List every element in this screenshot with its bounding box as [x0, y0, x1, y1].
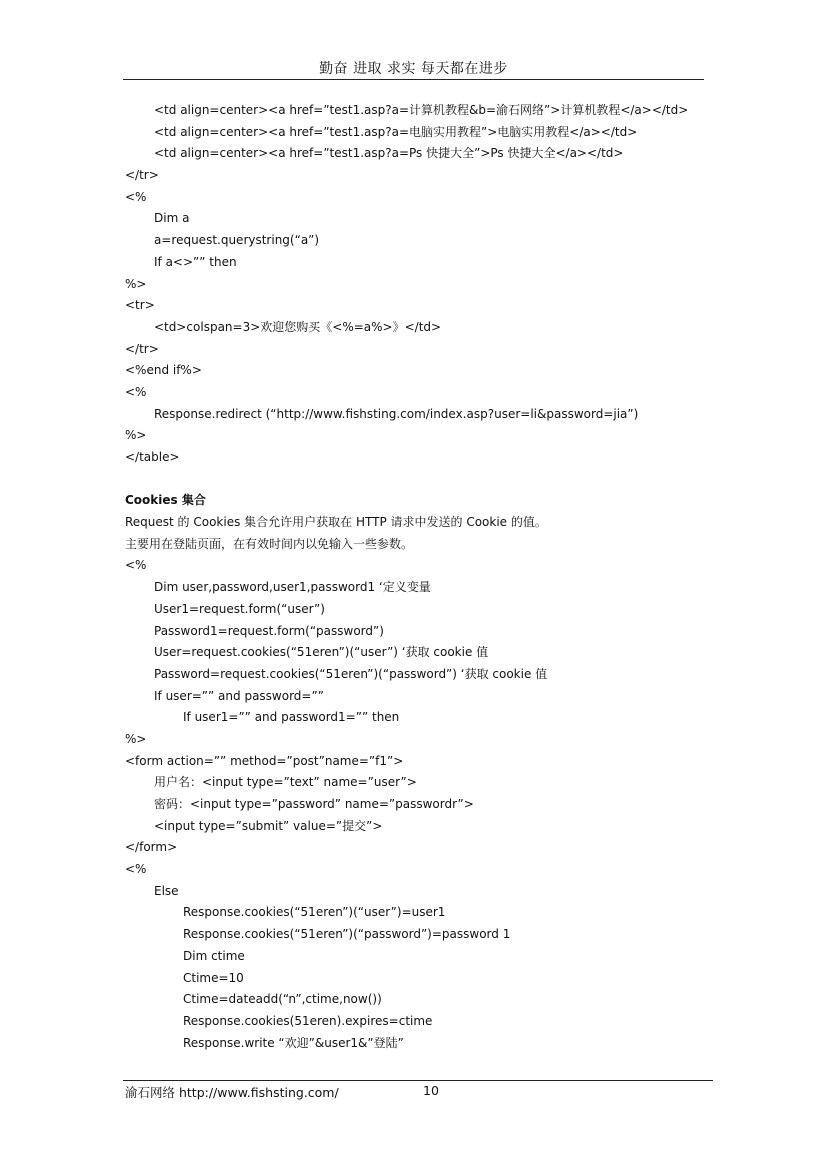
- code-line: <%: [125, 384, 147, 399]
- code-line: Response.write “欢迎”&user1&”登陆”: [183, 1035, 404, 1050]
- code-line: </table>: [125, 450, 180, 464]
- section-description-2: 主要用在登陆页面，在有效时间内以免输入一些参数。: [125, 536, 414, 551]
- code-line: %>: [125, 731, 147, 746]
- code-line: </tr>: [125, 341, 159, 356]
- code-line: Password1=request.form(“password”): [154, 623, 384, 638]
- code-block-1: [125, 100, 725, 469]
- code-line: <td>colspan=3>欢迎您购买《<%=a%>》</td>: [154, 319, 442, 334]
- code-block-2: [125, 555, 725, 1054]
- code-line: <%: [125, 862, 147, 877]
- code-line: <input type=”submit” value=”提交”>: [154, 818, 383, 833]
- code-line: If user=”” and password=””: [154, 688, 324, 703]
- code-line: <form action=”” method=”post”name=”f1”>: [125, 753, 404, 768]
- code-line: Ctime=10: [183, 970, 244, 985]
- spacer: [125, 469, 725, 491]
- code-line: 用户名：<input type=”text” name=”user”>: [154, 775, 417, 790]
- page-content: [125, 100, 725, 1054]
- code-line: Ctime=dateadd(“n”,ctime,now()): [183, 992, 382, 1007]
- code-line: Password=request.cookies(“51eren”)(“password”) ‘获取 cookie 值: [154, 666, 548, 681]
- section-description-1: Request 的 Cookies 集合允许用户获取在 HTTP 请求中发送的 Cookie 的值。: [125, 515, 547, 530]
- page-header: 勤奋 进取 求实 每天都在进步: [319, 61, 508, 77]
- code-line: User1=request.form(“user”): [154, 601, 325, 616]
- page-number: 10: [423, 1083, 439, 1098]
- code-line: <td align=center><a href=”test1.asp?a=计算机教程&b=渝石网络”>计算机教程</a></td>: [154, 103, 689, 117]
- code-line: 密码：<input type=”password” name=”passwordr”>: [154, 797, 474, 811]
- code-line: <%end if%>: [125, 363, 202, 378]
- code-line: <%: [125, 558, 147, 573]
- code-line: Dim a: [154, 211, 190, 226]
- code-line: <td align=center><a href=”test1.asp?a=电脑实用教程”>电脑实用教程</a></td>: [154, 124, 638, 139]
- code-line: </tr>: [125, 168, 159, 183]
- code-line: <tr>: [125, 298, 155, 313]
- code-line: <%: [125, 189, 147, 204]
- footer-divider: [123, 1080, 713, 1081]
- code-line: Else: [154, 883, 179, 898]
- code-line: If user1=”” and password1=”” then: [183, 710, 400, 725]
- code-line: %>: [125, 428, 147, 443]
- section-heading: Cookies 集合: [125, 493, 206, 508]
- code-line: <td align=center><a href=”test1.asp?a=Ps 快捷大全”>Ps 快捷大全</a></td>: [154, 146, 624, 161]
- header-divider: [123, 79, 704, 80]
- code-line: a=request.querystring(“a”): [154, 233, 320, 248]
- code-line: Response.cookies(“51eren”)(“user”)=user1: [183, 905, 446, 920]
- code-line: Response.cookies(51eren).expires=ctime: [183, 1013, 433, 1028]
- footer-site: 渝石网络 http://www.fishsting.com/: [125, 1085, 339, 1100]
- code-line: %>: [125, 276, 147, 291]
- code-line: Dim ctime: [183, 948, 245, 963]
- code-line: </form>: [125, 840, 178, 855]
- code-line: If a<>”” then: [154, 254, 237, 269]
- page-footer: [125, 1083, 439, 1101]
- code-line: Response.redirect (“http://www.fishsting.com/index.asp?user=li&password=jia”): [154, 406, 639, 421]
- code-line: User=request.cookies(“51eren”)(“user”) ‘获取 cookie 值: [154, 645, 489, 660]
- code-line: Dim user,password,user1,password1 ‘定义变量: [154, 580, 431, 595]
- code-line: Response.cookies(“51eren”)(“password”)=password 1: [183, 927, 511, 942]
